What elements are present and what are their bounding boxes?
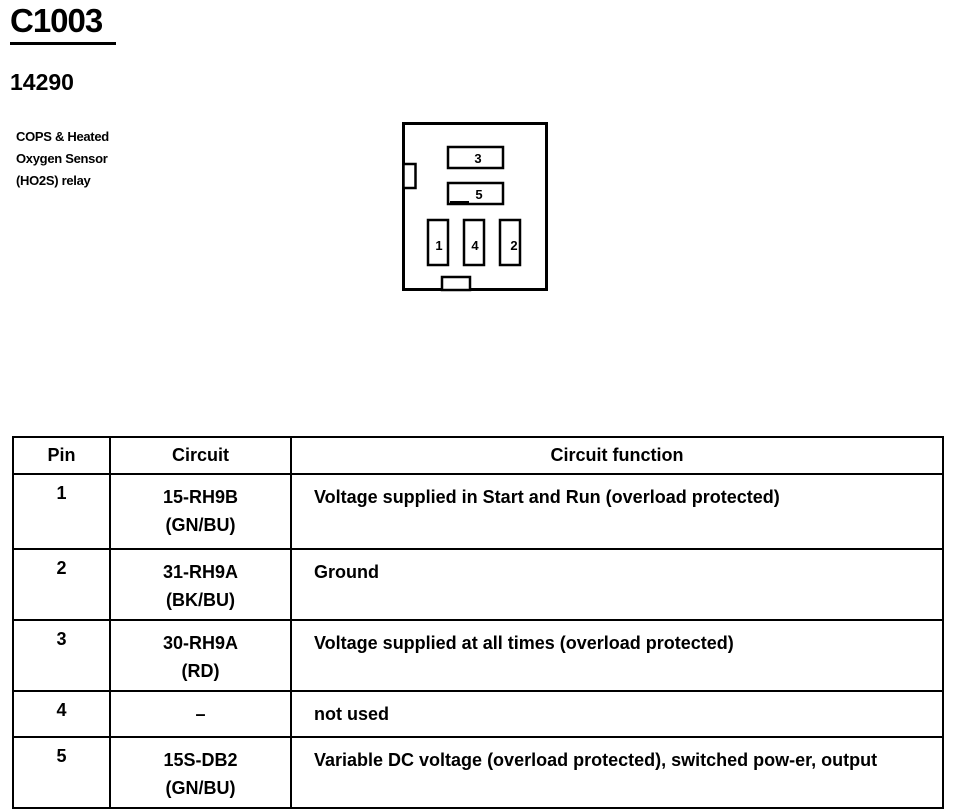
description-line: (HO2S) relay bbox=[16, 173, 91, 188]
circuit-code: 15S-DB2 bbox=[163, 750, 238, 770]
circuit-code: 30-RH9A bbox=[162, 633, 239, 653]
cell-circuit bbox=[110, 474, 291, 549]
table-row bbox=[13, 737, 943, 808]
circuit-code: 15-RH9B bbox=[162, 487, 239, 507]
table-row bbox=[13, 620, 943, 691]
component-description bbox=[16, 126, 186, 192]
cell-function: Variable DC voltage (overload protected), switched pow-er, output bbox=[291, 737, 943, 808]
cell-function: Voltage supplied at all times (overload protected) bbox=[291, 620, 943, 691]
part-number: 14290 bbox=[10, 69, 74, 95]
cell-pin: 4 bbox=[13, 691, 110, 737]
circuit-code: 31-RH9A bbox=[162, 562, 239, 582]
connector-face-diagram bbox=[402, 122, 548, 292]
cell-pin: 2 bbox=[13, 549, 110, 620]
cell-pin: 3 bbox=[13, 620, 110, 691]
cell-function: not used bbox=[291, 691, 943, 737]
wire-color: (GN/BU) bbox=[165, 515, 236, 535]
pin-label-1: 1 bbox=[435, 238, 443, 253]
circuit-code: – bbox=[195, 704, 206, 724]
cell-circuit bbox=[110, 691, 291, 737]
header-pin: Pin bbox=[13, 437, 110, 474]
pin-label-3: 3 bbox=[474, 151, 482, 166]
table-row bbox=[13, 549, 943, 620]
table-header-row bbox=[13, 437, 943, 474]
title-underline bbox=[10, 42, 116, 45]
connector-side-latch bbox=[404, 164, 416, 188]
connector-bottom-key bbox=[442, 277, 470, 290]
pin-label-5: 5 bbox=[475, 187, 483, 202]
cell-function: Voltage supplied in Start and Run (overload protected) bbox=[291, 474, 943, 549]
cell-circuit bbox=[110, 737, 291, 808]
wire-color: (GN/BU) bbox=[165, 778, 236, 798]
cell-function: Ground bbox=[291, 549, 943, 620]
cell-circuit bbox=[110, 549, 291, 620]
cell-pin: 5 bbox=[13, 737, 110, 808]
table-row bbox=[13, 474, 943, 549]
pin-label-4: 4 bbox=[471, 238, 479, 253]
pin-circuit-table bbox=[12, 436, 944, 809]
cell-circuit bbox=[110, 620, 291, 691]
description-line: COPS & Heated bbox=[16, 129, 109, 144]
header-circuit-function: Circuit function bbox=[291, 437, 943, 474]
cell-pin: 1 bbox=[13, 474, 110, 549]
description-line: Oxygen Sensor bbox=[16, 151, 108, 166]
table-row bbox=[13, 691, 943, 737]
wire-color: (BK/BU) bbox=[166, 590, 235, 610]
connector-id-title: C1003 bbox=[10, 2, 103, 39]
wire-color: (RD) bbox=[181, 661, 220, 681]
pin-label-2: 2 bbox=[510, 238, 518, 253]
header-circuit: Circuit bbox=[110, 437, 291, 474]
